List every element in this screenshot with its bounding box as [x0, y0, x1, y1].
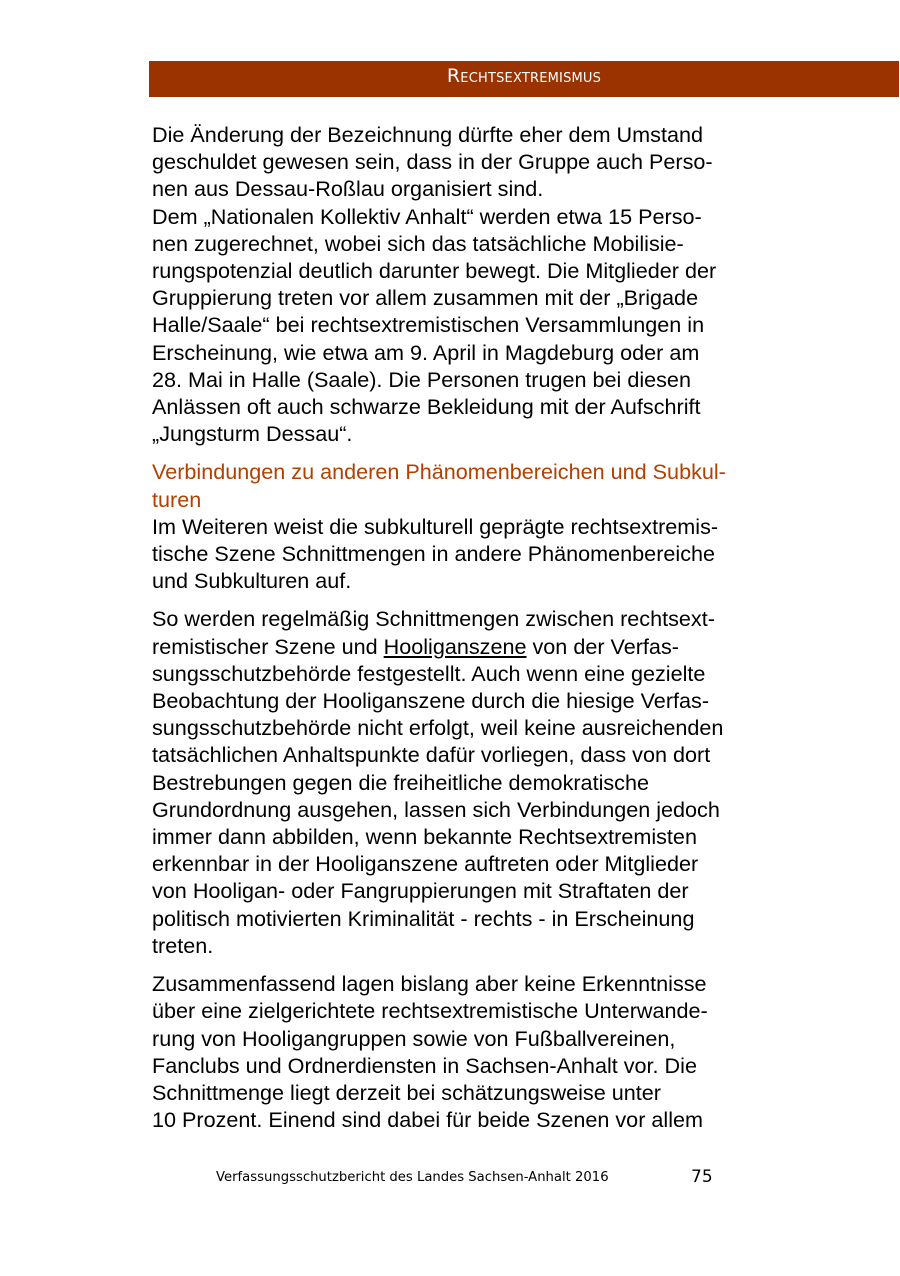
text-line: remistischer Szene und [152, 633, 384, 659]
text-line: tatsächlichen Anhaltspunkte dafür vorliegen, dass von dort [152, 742, 711, 768]
text-line: nen aus Dessau-Roßlau organisiert sind. [152, 176, 544, 202]
text-line: Anlässen oft auch schwarze Bekleidung mit der Aufschrift [152, 394, 701, 420]
heading-line: turen [152, 486, 202, 512]
text-line: erkennbar in der Hooliganszene auftreten oder Mitglieder [152, 851, 699, 877]
text-line: Zusammenfassend lagen bislang aber keine Erkenntnisse [152, 971, 707, 997]
text-line: Bestrebungen gegen die freiheitliche demokratische [152, 769, 649, 795]
text-line: nen zugerechnet, wobei sich das tatsächliche Mobilisie- [152, 230, 684, 256]
heading-line: Verbindungen zu anderen Phänomenbereichen und Subkul- [152, 459, 726, 485]
text-line: immer dann abbilden, wenn bekannte Rechtsextremisten [152, 824, 697, 850]
paragraph-subkultur [152, 513, 787, 595]
text-line: sungsschutzbehörde festgestellt. Auch wenn eine gezielte [152, 660, 706, 686]
text-line: Die Änderung der Bezeichnung dürfte eher dem Umstand [152, 122, 703, 147]
text-line: tische Szene Schnittmengen in andere Phänomenbereiche [152, 541, 716, 567]
section-header-title: Rechtsextremismus [446, 65, 602, 87]
text-line: So werden regelmäßig Schnittmengen zwischen rechtsext- [152, 606, 715, 632]
hooliganszene-link[interactable]: Hooliganszene [383, 633, 527, 659]
page-content [152, 121, 787, 1133]
text-line: rungspotenzial deutlich darunter bewegt. Die Mitglieder der [152, 258, 717, 284]
footer-report-title: Verfassungsschutzbericht des Landes Sachsen-Anhalt 2016 [216, 1170, 609, 1185]
paragraph-zusammenfassend [152, 970, 787, 1133]
section-header-band [149, 61, 899, 97]
text-line: über eine zielgerichtete rechtsextremistische Unterwande- [152, 998, 708, 1024]
text-line: Erscheinung, wie etwa am 9. April in Magdeburg oder am [152, 339, 700, 365]
text-line: Dem „Nationalen Kollektiv Anhalt“ werden etwa 15 Perso- [152, 203, 702, 229]
text-line: Halle/Saale“ bei rechtsextremistischen Versammlungen in [152, 312, 705, 338]
text-line: 28. Mai in Halle (Saale). Die Personen trugen bei diesen [152, 366, 691, 392]
text-line: Gruppierung treten vor allem zusammen mit der „Brigade [152, 285, 699, 311]
text-line: von der Verfas- [526, 633, 679, 659]
subheading-verbindungen [152, 458, 787, 512]
text-line: Im Weiteren weist die subkulturell geprägte rechtsextremis- [152, 513, 719, 539]
text-line: 10 Prozent. Einend sind dabei für beide Szenen vor allem [152, 1107, 703, 1133]
paragraph-bezeichnung [152, 121, 787, 203]
text-line: Beobachtung der Hooliganszene durch die hiesige Verfas- [152, 688, 710, 714]
paragraph-kollektiv-anhalt [152, 203, 787, 448]
text-line: und Subkulturen auf. [152, 568, 352, 594]
text-line: rung von Hooligangruppen sowie von Fußballvereinen, [152, 1025, 676, 1051]
text-line: politisch motivierten Kriminalität - rechts - in Erscheinung [152, 905, 695, 931]
text-line: treten. [152, 932, 214, 958]
text-line: von Hooligan- oder Fangruppierungen mit Straftaten der [152, 878, 689, 904]
text-line: Fanclubs und Ordnerdiensten in Sachsen-Anhalt vor. Die [152, 1052, 697, 1078]
text-line: geschuldet gewesen sein, dass in der Gruppe auch Perso- [152, 149, 713, 175]
text-line: „Jungsturm Dessau“. [152, 421, 353, 447]
text-line: sungsschutzbehörde nicht erfolgt, weil keine ausreichenden [152, 715, 724, 741]
page-number: 75 [691, 1167, 713, 1187]
paragraph-hooliganszene [152, 605, 787, 959]
text-line: Grundordnung ausgehen, lassen sich Verbindungen jedoch [152, 796, 720, 822]
text-line: Schnittmenge liegt derzeit bei schätzungsweise unter [152, 1079, 661, 1105]
